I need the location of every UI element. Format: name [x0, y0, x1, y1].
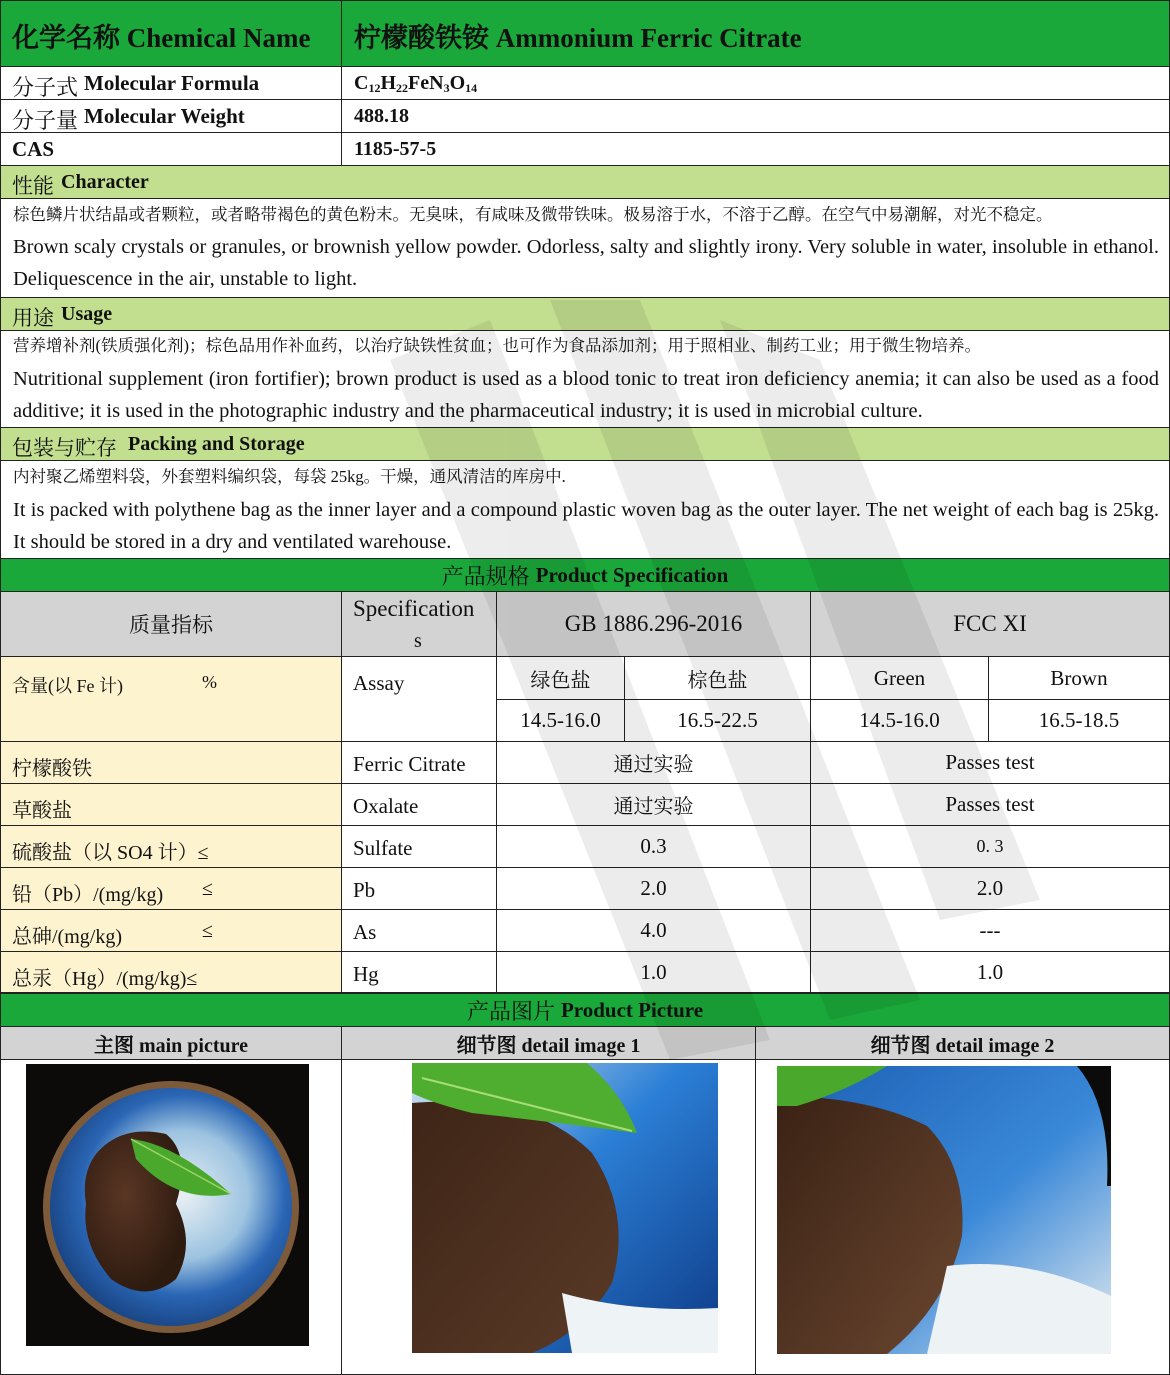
col-fcc: FCC XI	[810, 591, 1170, 657]
col-specifications: Specification s	[341, 591, 497, 657]
main-picture-label: 主图 main picture	[93, 1034, 249, 1057]
spec-row-fcc-text: 1.0	[976, 959, 1004, 984]
usage-title-cn: 用途	[12, 306, 54, 330]
character-title-en: Character	[61, 171, 149, 193]
fcc-green-label: Green	[810, 656, 989, 700]
cas-value: 1185-57-5	[354, 138, 437, 160]
spec-row-gb-text: 2.0	[640, 876, 667, 900]
chemical-name-value-cell	[341, 0, 1170, 67]
spec-row-quality	[0, 783, 342, 826]
spec-row-quality	[0, 909, 342, 952]
spec-row-en	[341, 825, 497, 868]
gb-green-value: 14.5-16.0	[496, 699, 625, 742]
spec-row-quality	[0, 951, 342, 993]
spec-row-en-text: Pb	[353, 878, 376, 902]
weight-label-cell	[0, 99, 342, 133]
spec-row-gb	[496, 783, 811, 826]
formula-value-cell	[341, 66, 1170, 100]
usage-header	[0, 297, 1170, 331]
character-header	[0, 165, 1170, 199]
character-text-cn: 棕色鳞片状结晶或者颗粒，或者略带褐色的黄色粉末。无臭味，有咸味及微带铁味。极易溶于水，不溶于乙醇。在空气中易潮解，对光不稳定。	[13, 205, 1053, 224]
spec-row-gb-text: 4.0	[640, 918, 667, 942]
packing-title-cn: 包装与贮存	[12, 436, 117, 460]
packing-text-en: It is packed with polythene bag as the inner layer and a compound plastic woven bag as the outer layer. The net weight of each bag is 25kg. It should be stored in a dry and ventilated warehouse.	[13, 499, 1159, 553]
detail-photo-1	[412, 1063, 718, 1353]
picture-title-en: Product Picture	[560, 997, 704, 1022]
packing-header	[0, 427, 1170, 461]
spec-row-quality	[0, 825, 342, 868]
spec-row-en	[341, 783, 497, 826]
spec-row-en	[341, 741, 497, 784]
main-picture-label-cell	[0, 1026, 342, 1060]
spec-row-gb-text: 通过实验	[613, 796, 694, 818]
fcc-brown-label: Brown	[988, 656, 1170, 700]
usage-text-cn: 营养增补剂(铁质强化剂)；棕色品用作补血药，以治疗缺铁性贫血；也可作为食品添加剂；用于照相业、制药工业；用于微生物培养。	[13, 336, 981, 355]
packing-text-cn: 内衬聚乙烯塑料袋，外套塑料编织袋，每袋 25kg。干燥，通风清洁的库房中.	[13, 467, 566, 486]
picture-header	[0, 993, 1170, 1027]
spec-title-cn: 产品规格	[441, 563, 530, 589]
spec-row-quality	[0, 741, 342, 784]
formula-value: $C_{12}H_{22}FeN_3O_{14}$	[354, 72, 478, 95]
spec-row-en-text: As	[353, 920, 377, 944]
spec-row-fcc	[810, 909, 1170, 952]
spec-row-gb-text: 通过实验	[613, 754, 694, 776]
usage-title-en: Usage	[61, 303, 113, 325]
spec-row-fcc-text: Passes test	[945, 750, 1035, 774]
gb-brown-label: 棕色盐	[624, 656, 811, 700]
spec-row-quality-text: 总汞（Hg）/(mg/kg)≤	[12, 968, 198, 990]
spec-row-en-text: Hg	[353, 962, 379, 986]
spec-row-gb	[496, 867, 811, 910]
spec-header	[0, 558, 1170, 592]
assay-label-cell: 含量(以 Fe 计) %	[0, 656, 342, 742]
spec-row-gb-text: 1.0	[640, 959, 667, 984]
weight-value-cell	[341, 99, 1170, 133]
spec-row-gb	[496, 741, 811, 784]
spec-row-fcc	[810, 783, 1170, 826]
usage-text-en: Nutritional supplement (iron fortifier); brown product is used as a blood tonic to treat iron deficiency anemia; it can also be used as a food additive; it is used in the photographic industry and the pharmaceutical industry; it is used in microbial culture.	[13, 368, 1159, 422]
usage-body	[0, 330, 1170, 428]
detail1-label: 细节图 detail image 1	[456, 1034, 641, 1057]
packing-body	[0, 460, 1170, 559]
main-product-photo	[26, 1064, 309, 1346]
spec-row-gb	[496, 909, 811, 952]
spec-row-fcc	[810, 951, 1170, 993]
spec-row-fcc-text: Passes test	[945, 792, 1035, 816]
spec-row-quality-text: 硫酸盐（以 SO4 计）≤	[12, 842, 209, 864]
spec-row-le: ≤	[202, 878, 213, 900]
spec-row-quality-text: 草酸盐	[12, 800, 72, 822]
weight-label-cn: 分子量	[12, 108, 79, 133]
spec-row-quality-text: 总砷/(mg/kg)	[12, 926, 122, 948]
spec-row-gb	[496, 825, 811, 868]
detail2-label: 细节图 detail image 2	[870, 1034, 1055, 1057]
spec-row-le: ≤	[202, 920, 213, 942]
character-title-cn: 性能	[12, 174, 54, 198]
spec-row-fcc-text: 2.0	[976, 876, 1004, 900]
spec-row-en	[341, 909, 497, 952]
spec-row-en-text: Ferric Citrate	[353, 752, 466, 776]
fcc-green-value: 14.5-16.0	[810, 699, 989, 742]
cas-value-cell	[341, 132, 1170, 166]
detail1-label-cell	[341, 1026, 756, 1060]
fcc-brown-value: 16.5-18.5	[988, 699, 1170, 742]
spec-row-en-text: Sulfate	[353, 836, 413, 860]
chemical-name-value: 柠檬酸铁铵 Ammonium Ferric Citrate	[354, 23, 802, 53]
spec-row-en-text: Oxalate	[353, 794, 419, 818]
picture-title-cn: 产品图片	[466, 998, 555, 1024]
spec-row-fcc	[810, 825, 1170, 868]
spec-row-quality-text: 柠檬酸铁	[12, 758, 92, 780]
formula-label-en: Molecular Formula	[84, 71, 260, 95]
character-body	[0, 198, 1170, 298]
chemical-name-label-cell	[0, 0, 342, 67]
formula-label-cn: 分子式	[12, 75, 79, 100]
weight-label-en: Molecular Weight	[84, 104, 245, 128]
spec-row-gb-text: 0.3	[640, 834, 667, 858]
character-text-en: Brown scaly crystals or granules, or brownish yellow powder. Odorless, salty and slightly irony. Very soluble in water, insoluble in ethanol. Deliquescence in the air, unstable to light.	[13, 236, 1159, 290]
spec-row-fcc	[810, 867, 1170, 910]
col-gb: GB 1886.296-2016	[496, 591, 811, 657]
detail-photo-2	[777, 1066, 1111, 1354]
cas-label-cell	[0, 132, 342, 166]
packing-title-en: Packing and Storage	[128, 433, 305, 455]
weight-value: 488.18	[354, 105, 409, 127]
spec-row-fcc	[810, 741, 1170, 784]
chemical-name-label: 化学名称 Chemical Name	[12, 23, 311, 53]
spec-row-en	[341, 951, 497, 993]
detail2-label-cell	[755, 1026, 1170, 1060]
spec-title-en: Product Specification	[535, 562, 729, 587]
gb-green-label: 绿色盐	[496, 656, 625, 700]
spec-row-quality	[0, 867, 342, 910]
formula-label-cell	[0, 66, 342, 100]
spec-row-en	[341, 867, 497, 910]
cas-label: CAS	[12, 137, 55, 161]
spec-row-fcc-text: 0. 3	[976, 836, 1004, 856]
spec-row-quality-text: 铅（Pb）/(mg/kg)	[12, 884, 164, 906]
spec-row-fcc-text: ---	[979, 918, 1001, 942]
spec-row-gb	[496, 951, 811, 993]
assay-en-cell: Assay	[341, 656, 497, 742]
gb-brown-value: 16.5-22.5	[624, 699, 811, 742]
col-quality: 质量指标	[0, 591, 342, 657]
